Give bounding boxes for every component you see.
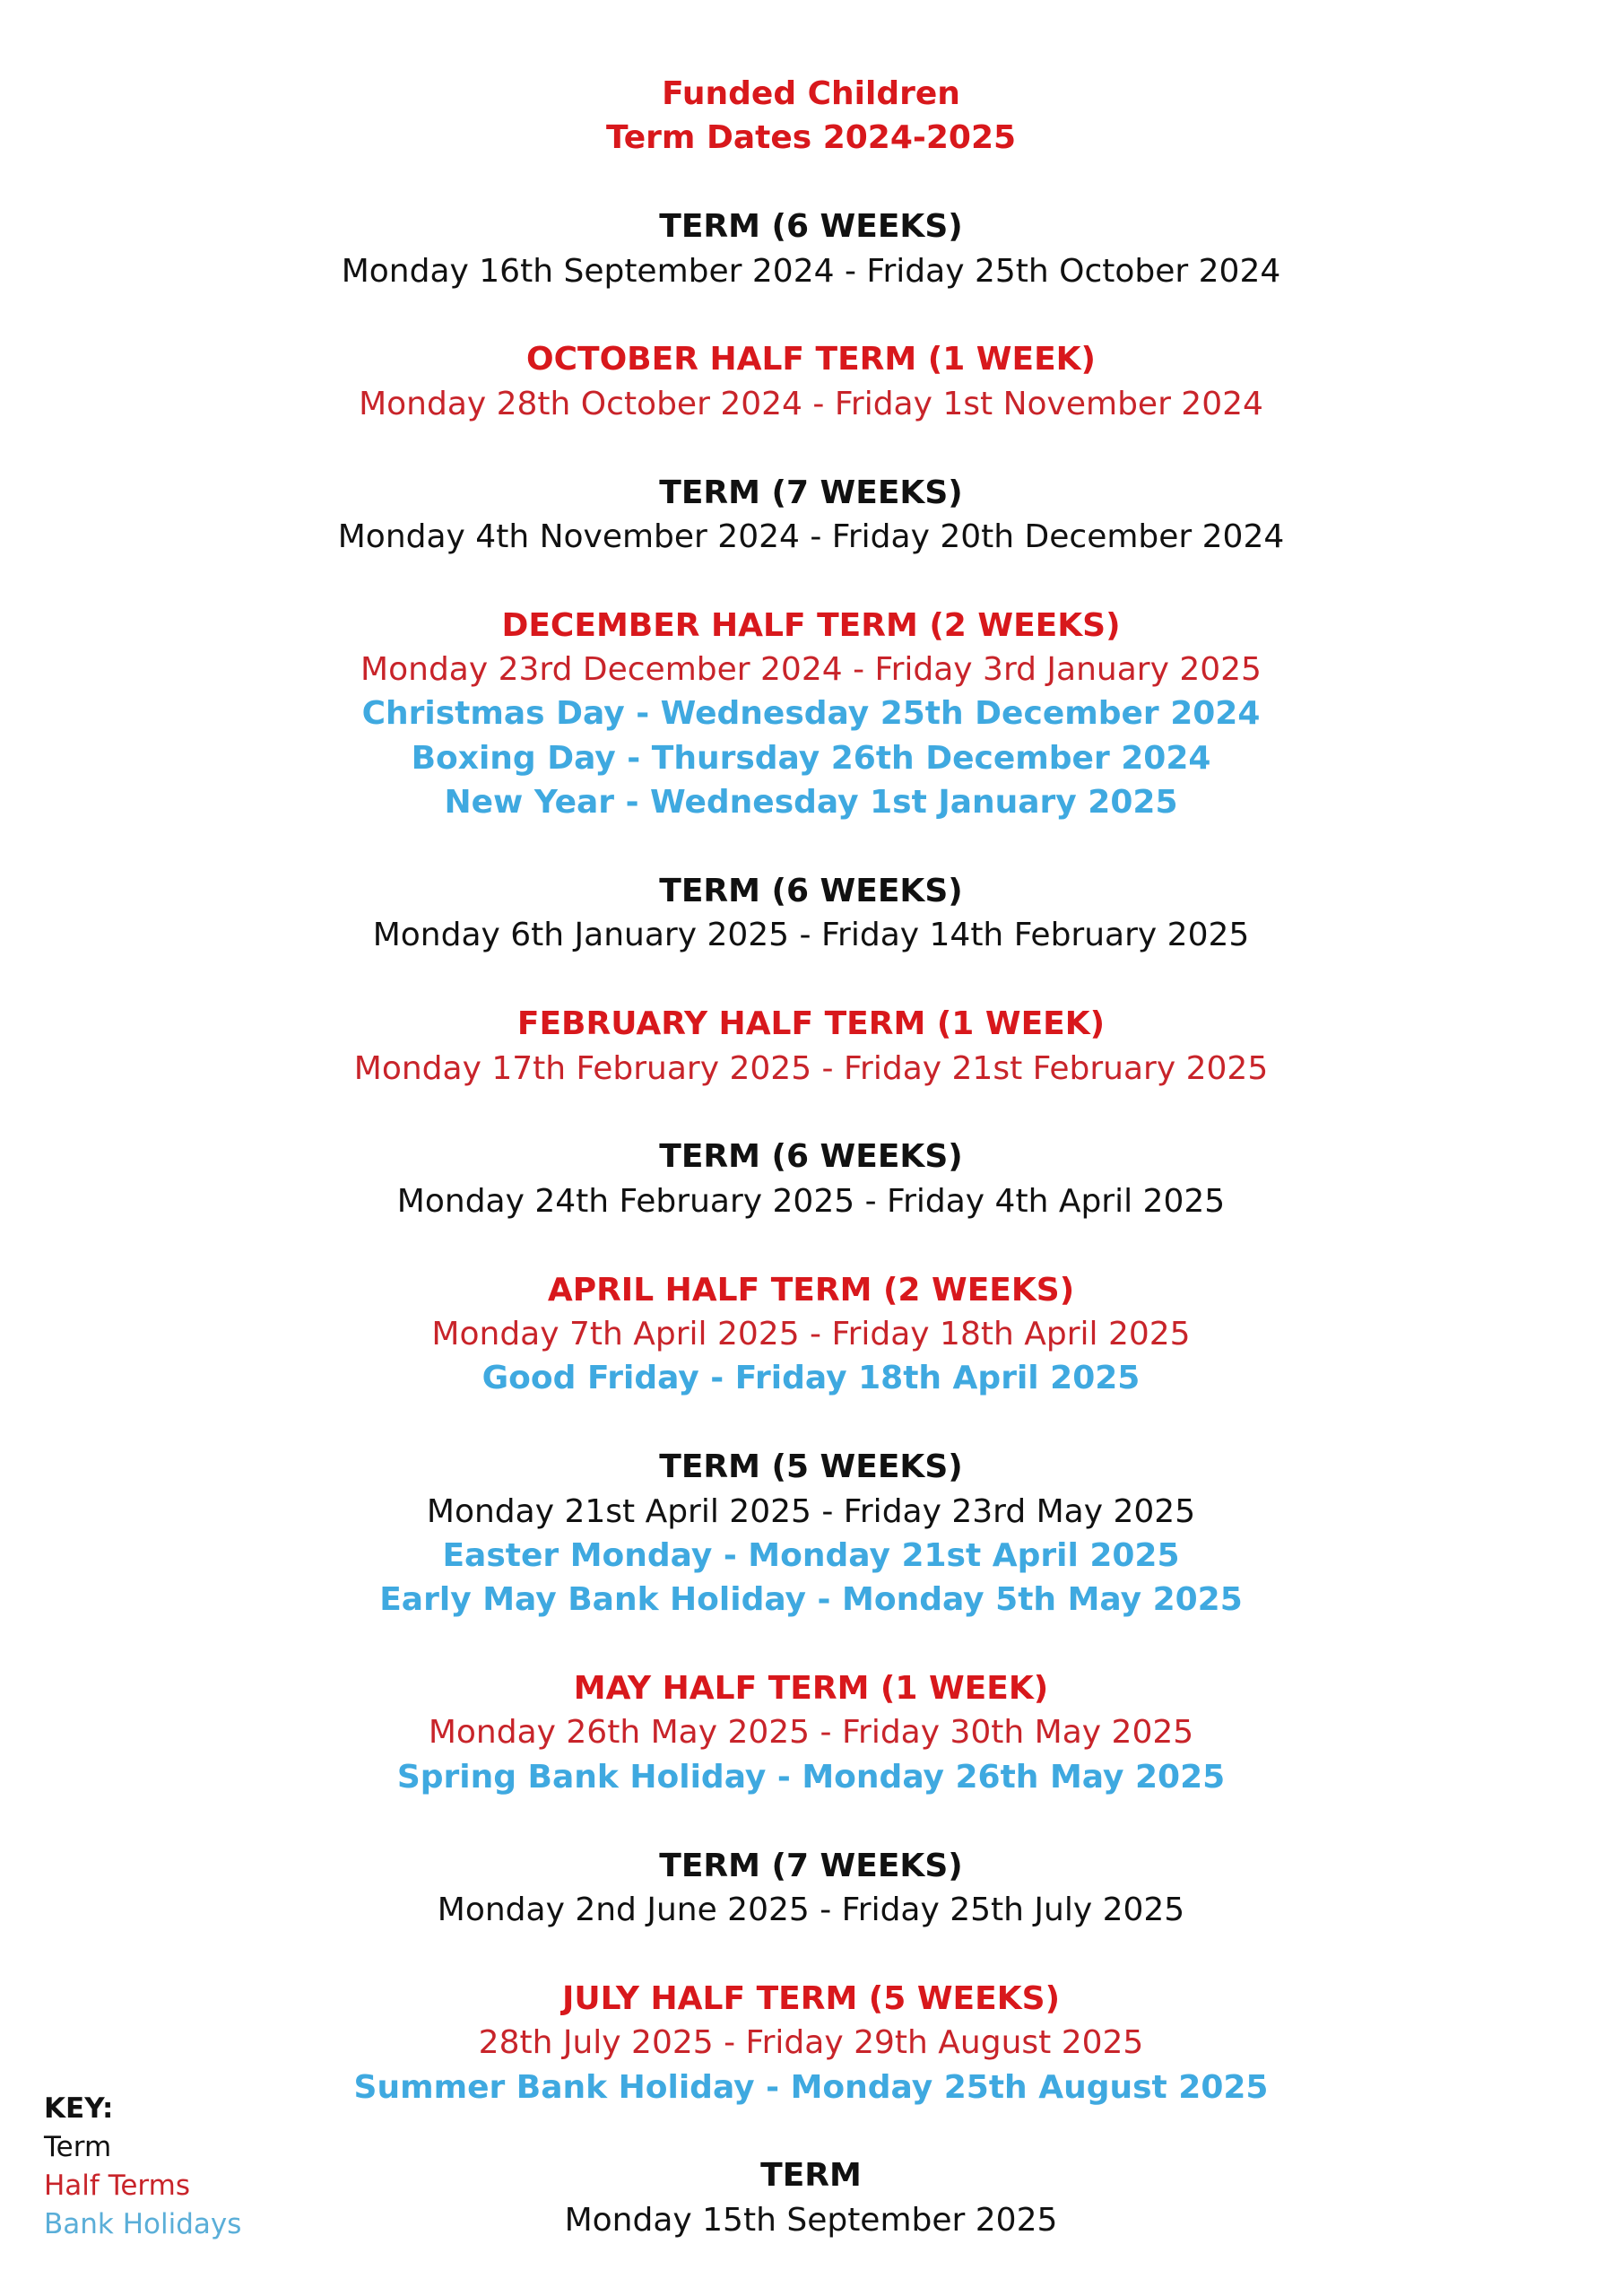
section-spacer: [0, 1932, 1622, 1976]
term-dates: Monday 4th November 2024 - Friday 20th December 2024: [337, 517, 1285, 555]
document-title: Funded Children: [662, 75, 960, 112]
term-heading: TERM (7 WEEKS): [659, 474, 963, 511]
half-term-section: [0, 337, 1622, 426]
section-spacer: [0, 2109, 1622, 2153]
half-term-heading: OCTOBER HALF TERM (1 WEEK): [525, 341, 1097, 378]
colour-key: [44, 2090, 241, 2244]
half-term-heading: JULY HALF TERM (5 WEEKS): [561, 1979, 1061, 2017]
term-section: [0, 204, 1622, 293]
document-header: [0, 72, 1622, 161]
section-spacer: [0, 426, 1622, 470]
term-section: [0, 1844, 1622, 1933]
term-dates-document: [0, 72, 1622, 2242]
term-section: [0, 471, 1622, 560]
section-spacer: [0, 825, 1622, 869]
bank-holiday: Boxing Day - Thursday 26th December 2024: [411, 739, 1211, 777]
section-spacer: [0, 1223, 1622, 1267]
term-heading: TERM (7 WEEKS): [659, 1847, 963, 1884]
bank-holiday: New Year - Wednesday 1st January 2025: [444, 784, 1178, 822]
half-term-heading: DECEMBER HALF TERM (2 WEEKS): [501, 606, 1121, 644]
key-half-terms: Half Terms: [44, 2170, 190, 2202]
half-term-section: [0, 1977, 1622, 2109]
bank-holiday: Christmas Day - Wednesday 25th December 2024: [361, 695, 1261, 733]
section-spacer: [0, 1799, 1622, 1843]
half-term-dates: Monday 26th May 2025 - Friday 30th May 2025: [428, 1714, 1194, 1752]
section-spacer: [0, 293, 1622, 337]
term-dates: Monday 15th September 2025: [564, 2201, 1058, 2239]
term-section: [0, 1135, 1622, 1223]
term-heading: TERM (5 WEEKS): [659, 1448, 963, 1486]
term-dates: Monday 16th September 2024 - Friday 25th October 2024: [341, 252, 1281, 290]
term-section: [0, 2153, 1622, 2242]
bank-holiday: Spring Bank Holiday - Monday 26th May 2025: [396, 1758, 1226, 1796]
key-bank-holidays: Bank Holidays: [44, 2208, 242, 2240]
half-term-section: [0, 1268, 1622, 1401]
term-heading: TERM (6 WEEKS): [659, 208, 963, 246]
term-sections: [0, 161, 1622, 2242]
term-dates: Monday 6th January 2025 - Friday 14th February 2025: [372, 917, 1250, 954]
half-term-dates: Monday 23rd December 2024 - Friday 3rd January 2025: [360, 651, 1262, 689]
half-term-heading: MAY HALF TERM (1 WEEK): [573, 1670, 1049, 1708]
term-heading: TERM: [760, 2157, 862, 2195]
bank-holiday: Good Friday - Friday 18th April 2025: [481, 1360, 1141, 1397]
key-term: Term: [44, 2131, 112, 2163]
half-term-dates: 28th July 2025 - Friday 29th August 2025: [478, 2024, 1144, 2062]
term-heading: TERM (6 WEEKS): [659, 1138, 963, 1176]
section-spacer: [0, 559, 1622, 603]
half-term-heading: FEBRUARY HALF TERM (1 WEEK): [516, 1005, 1106, 1043]
bank-holiday: Early May Bank Holiday - Monday 5th May 2025: [379, 1581, 1243, 1619]
section-spacer: [0, 161, 1622, 204]
half-term-dates: Monday 7th April 2025 - Friday 18th April 2025: [431, 1315, 1191, 1352]
term-dates: Monday 2nd June 2025 - Friday 25th July 2025: [437, 1892, 1185, 1929]
key-title: KEY:: [44, 2092, 114, 2125]
term-dates: Monday 24th February 2025 - Friday 4th April 2025: [396, 1182, 1226, 1220]
term-dates: Monday 21st April 2025 - Friday 23rd May 2025: [426, 1492, 1196, 1530]
section-spacer: [0, 1622, 1622, 1666]
term-heading: TERM (6 WEEKS): [659, 873, 963, 910]
half-term-heading: APRIL HALF TERM (2 WEEKS): [547, 1271, 1075, 1309]
term-section: [0, 1445, 1622, 1622]
half-term-section: [0, 1002, 1622, 1091]
section-spacer: [0, 958, 1622, 1002]
half-term-dates: Monday 28th October 2024 - Friday 1st November 2024: [359, 385, 1263, 422]
term-section: [0, 869, 1622, 958]
half-term-dates: Monday 17th February 2025 - Friday 21st February 2025: [353, 1049, 1269, 1087]
document-subtitle: Term Dates 2024-2025: [605, 119, 1017, 157]
bank-holiday: Summer Bank Holiday - Monday 25th August 2025: [353, 2068, 1269, 2106]
section-spacer: [0, 1091, 1622, 1135]
half-term-section: [0, 1666, 1622, 1799]
section-spacer: [0, 1401, 1622, 1445]
bank-holiday: Easter Monday - Monday 21st April 2025: [442, 1536, 1180, 1574]
half-term-section: [0, 604, 1622, 825]
